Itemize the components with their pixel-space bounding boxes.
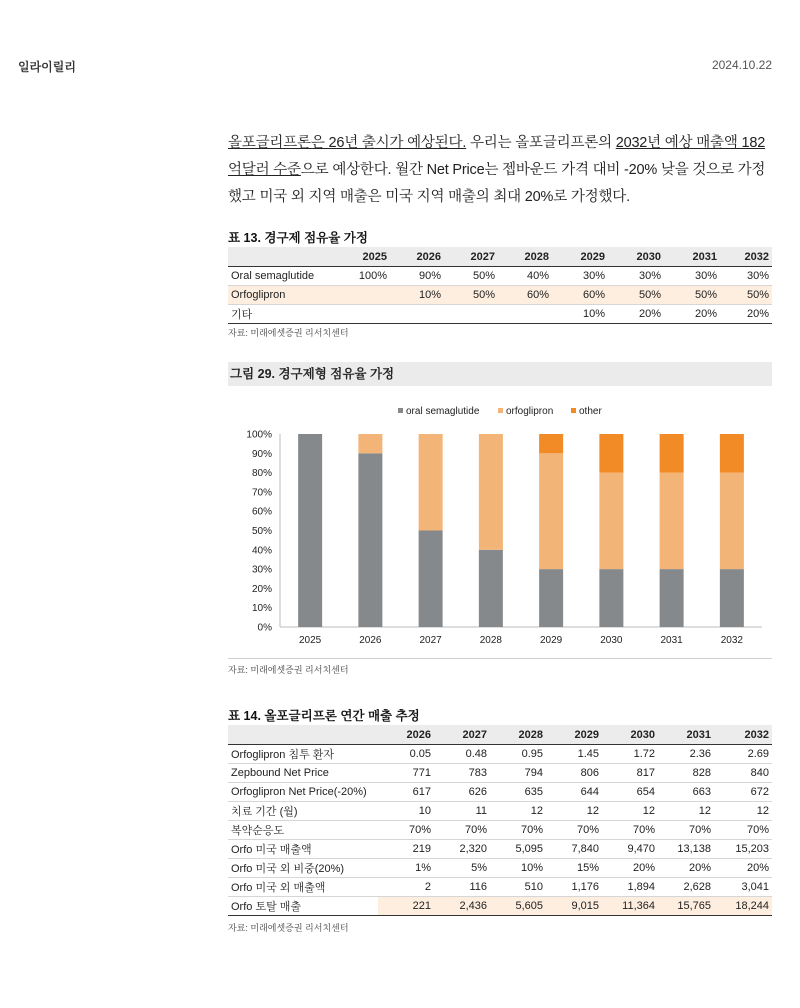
table-cell: 12 — [658, 802, 714, 821]
y-tick-label: 90% — [251, 448, 272, 460]
table-cell: 1% — [378, 859, 434, 878]
x-tick-label: 2031 — [660, 635, 683, 646]
table-row — [228, 305, 772, 324]
x-tick-label: 2026 — [359, 635, 382, 646]
paragraph-segment-2: 우리는 올포글리프론의 — [466, 135, 616, 151]
bar-oral-semaglutide — [720, 569, 744, 627]
y-tick-label: 60% — [251, 506, 272, 518]
table-row — [228, 286, 772, 305]
table-cell: 11 — [434, 802, 490, 821]
row-label: Orfoglipron 침투 환자 — [228, 745, 378, 764]
table-cell: 40% — [498, 267, 552, 286]
paragraph-segment-4: 으로 예상한다. 월간 Net Price는 젭바운드 가격 대비 -20% 낮을 것으로 가정했고 미국 외 지역 매출은 미국 지역 매출의 최대 20%로 가정했다. — [228, 162, 766, 205]
table-cell: 18,244 — [714, 897, 772, 916]
table-cell: 2.69 — [714, 745, 772, 764]
y-tick-label: 100% — [246, 429, 272, 441]
legend-label: oral semaglutide — [406, 406, 480, 417]
row-label: 복약순응도 — [228, 821, 378, 840]
row-label: Orfoglipron Net Price(-20%) — [228, 783, 378, 802]
bar-other — [660, 434, 684, 473]
table-cell: 0.48 — [434, 745, 490, 764]
table-cell: 2,320 — [434, 840, 490, 859]
table-cell: 663 — [658, 783, 714, 802]
table-cell: 5,605 — [490, 897, 546, 916]
table-cell: 2 — [378, 878, 434, 897]
column-header: 2027 — [434, 725, 490, 745]
table-cell: 1,176 — [546, 878, 602, 897]
column-header: 2032 — [720, 247, 772, 267]
column-header: 2028 — [490, 725, 546, 745]
table-cell: 30% — [664, 267, 720, 286]
bar-oral-semaglutide — [599, 569, 623, 627]
table-cell: 30% — [720, 267, 772, 286]
table-cell: 15,203 — [714, 840, 772, 859]
report-date: 2024.10.22 — [711, 58, 772, 72]
table-cell: 2,436 — [434, 897, 490, 916]
bar-oral-semaglutide — [298, 434, 322, 627]
legend-label: orfoglipron — [506, 406, 554, 417]
bar-oral-semaglutide — [660, 569, 684, 627]
x-tick-label: 2032 — [720, 635, 743, 646]
table-cell: 15% — [546, 859, 602, 878]
bar-other — [599, 434, 623, 473]
y-tick-label: 30% — [251, 564, 272, 576]
table14 — [228, 725, 772, 916]
table-cell: 70% — [658, 821, 714, 840]
table14-caption: 표 14. 올포글리프론 연간 매출 추정 — [228, 709, 420, 723]
table-cell: 635 — [490, 783, 546, 802]
table-row — [228, 840, 772, 859]
bar-orfoglipron — [660, 473, 684, 569]
table-cell: 672 — [714, 783, 772, 802]
table-cell: 221 — [378, 897, 434, 916]
table-cell: 2,628 — [658, 878, 714, 897]
column-header: 2031 — [664, 247, 720, 267]
bar-orfoglipron — [358, 434, 382, 453]
paragraph-segment-3: 2032년 예상 매출액 182억달러 수준 — [228, 135, 766, 178]
row-label: 치료 기간 (월) — [228, 802, 378, 821]
y-tick-label: 0% — [257, 622, 272, 634]
table-cell: 60% — [498, 286, 552, 305]
table-row — [228, 878, 772, 897]
table-cell: 20% — [714, 859, 772, 878]
table-row — [228, 859, 772, 878]
table-cell: 644 — [546, 783, 602, 802]
column-header: 2032 — [714, 725, 772, 745]
table-cell — [336, 286, 390, 305]
table-cell — [336, 305, 390, 324]
table-cell: 10% — [490, 859, 546, 878]
figure29-source: 자료: 미래에셋증권 리서치센터 — [228, 665, 349, 675]
table-cell: 13,138 — [658, 840, 714, 859]
table-cell: 50% — [444, 286, 498, 305]
table-cell: 626 — [434, 783, 490, 802]
column-header: 2029 — [552, 247, 608, 267]
table-cell: 9,470 — [602, 840, 658, 859]
table13 — [228, 247, 772, 324]
x-tick-label: 2028 — [479, 635, 502, 646]
bar-other — [539, 434, 563, 453]
table-cell: 30% — [608, 267, 664, 286]
y-tick-label: 10% — [251, 603, 272, 615]
table-cell: 60% — [552, 286, 608, 305]
table-cell: 1,894 — [602, 878, 658, 897]
table-cell: 70% — [714, 821, 772, 840]
brand-name: 일라이릴리 — [18, 60, 76, 74]
bar-oral-semaglutide — [358, 453, 382, 627]
table-cell: 10% — [390, 286, 444, 305]
table-cell — [498, 305, 552, 324]
figure29-title: 그림 29. 경구제형 점유율 가정 — [228, 362, 772, 386]
table-cell: 2.36 — [658, 745, 714, 764]
bar-orfoglipron — [539, 453, 563, 569]
row-label: Orfoglipron — [228, 286, 336, 305]
column-header: 2030 — [608, 247, 664, 267]
table-row — [228, 821, 772, 840]
table14-body — [228, 745, 772, 916]
x-tick-label: 2025 — [299, 635, 322, 646]
x-tick-label: 2029 — [540, 635, 563, 646]
table-cell: 0.95 — [490, 745, 546, 764]
table-cell: 5% — [434, 859, 490, 878]
body-paragraph — [228, 130, 774, 211]
table-cell: 617 — [378, 783, 434, 802]
table-cell: 1.72 — [602, 745, 658, 764]
table-cell: 20% — [602, 859, 658, 878]
bar-orfoglipron — [720, 473, 744, 569]
table-cell: 510 — [490, 878, 546, 897]
bar-oral-semaglutide — [479, 550, 503, 627]
legend-swatch — [571, 408, 576, 413]
row-label: Zepbound Net Price — [228, 764, 378, 783]
table-row — [228, 897, 772, 916]
column-header: 2026 — [390, 247, 444, 267]
row-label: Orfo 토탈 매출 — [228, 897, 378, 916]
table-cell: 11,364 — [602, 897, 658, 916]
bar-other — [720, 434, 744, 473]
y-tick-label: 50% — [251, 526, 272, 537]
column-header: 2031 — [658, 725, 714, 745]
table-cell: 15,765 — [658, 897, 714, 916]
table-row — [228, 764, 772, 783]
table-cell — [390, 305, 444, 324]
table-row — [228, 783, 772, 802]
table-cell: 9,015 — [546, 897, 602, 916]
y-tick-label: 70% — [251, 487, 272, 499]
table-cell: 7,840 — [546, 840, 602, 859]
bar-oral-semaglutide — [539, 569, 563, 627]
bar-oral-semaglutide — [419, 531, 443, 628]
bar-orfoglipron — [419, 434, 443, 531]
table-cell: 70% — [378, 821, 434, 840]
table-cell: 50% — [444, 267, 498, 286]
column-header: 2026 — [378, 725, 434, 745]
table-cell: 219 — [378, 840, 434, 859]
table-cell: 654 — [602, 783, 658, 802]
table-row — [228, 745, 772, 764]
legend-swatch — [498, 408, 503, 413]
legend-swatch — [398, 408, 403, 413]
column-header: 2028 — [498, 247, 552, 267]
y-tick-label: 20% — [251, 583, 272, 595]
table13-header-row — [228, 247, 772, 267]
table-cell: 0.05 — [378, 745, 434, 764]
table-cell: 794 — [490, 764, 546, 783]
row-label: Oral semaglutide — [228, 267, 336, 286]
table-cell: 50% — [664, 286, 720, 305]
y-tick-label: 40% — [251, 545, 272, 557]
table-cell: 116 — [434, 878, 490, 897]
table-row — [228, 267, 772, 286]
table-cell: 783 — [434, 764, 490, 783]
column-header — [228, 725, 378, 745]
table-cell: 12 — [602, 802, 658, 821]
table13-caption: 표 13. 경구제 점유율 가정 — [228, 231, 368, 245]
table-cell: 3,041 — [714, 878, 772, 897]
table13-body — [228, 267, 772, 324]
table-cell: 5,095 — [490, 840, 546, 859]
y-tick-label: 80% — [251, 468, 272, 480]
table-cell: 50% — [608, 286, 664, 305]
table-cell: 90% — [390, 267, 444, 286]
column-header: 2025 — [336, 247, 390, 267]
table-cell: 817 — [602, 764, 658, 783]
table-cell — [444, 305, 498, 324]
table14-header-row — [228, 725, 772, 745]
paragraph-segment-1: 올포글리프론은 26년 출시가 예상된다. — [228, 135, 467, 151]
table-cell: 70% — [490, 821, 546, 840]
row-label: Orfo 미국 매출액 — [228, 840, 378, 859]
table-cell: 12 — [714, 802, 772, 821]
table14-source: 자료: 미래에셋증권 리서치센터 — [228, 923, 349, 933]
x-tick-label: 2027 — [419, 635, 442, 646]
legend-label: other — [579, 406, 602, 417]
table-cell: 828 — [658, 764, 714, 783]
table-cell: 806 — [546, 764, 602, 783]
table-cell: 840 — [714, 764, 772, 783]
table-cell: 70% — [434, 821, 490, 840]
column-header: 2027 — [444, 247, 498, 267]
table-cell: 12 — [490, 802, 546, 821]
column-header — [228, 247, 336, 267]
table-cell: 10% — [552, 305, 608, 324]
table-cell: 12 — [546, 802, 602, 821]
table-cell: 20% — [664, 305, 720, 324]
table-cell: 70% — [602, 821, 658, 840]
table-cell: 50% — [720, 286, 772, 305]
x-tick-label: 2030 — [600, 635, 623, 646]
table-cell: 100% — [336, 267, 390, 286]
column-header: 2030 — [602, 725, 658, 745]
table-cell: 20% — [720, 305, 772, 324]
row-label: Orfo 미국 외 비중(20%) — [228, 859, 378, 878]
row-label: Orfo 미국 외 매출액 — [228, 878, 378, 897]
table-cell: 10 — [378, 802, 434, 821]
bar-orfoglipron — [599, 473, 623, 569]
row-label: 기타 — [228, 305, 336, 324]
share-chart — [228, 392, 772, 652]
table13-source: 자료: 미래에셋증권 리서치센터 — [228, 328, 349, 338]
table-cell: 20% — [658, 859, 714, 878]
table-cell: 1.45 — [546, 745, 602, 764]
table-cell: 771 — [378, 764, 434, 783]
figure-divider — [228, 658, 772, 659]
table-cell: 20% — [608, 305, 664, 324]
table-cell: 70% — [546, 821, 602, 840]
column-header: 2029 — [546, 725, 602, 745]
bar-orfoglipron — [479, 434, 503, 550]
table-row — [228, 802, 772, 821]
table-cell: 30% — [552, 267, 608, 286]
